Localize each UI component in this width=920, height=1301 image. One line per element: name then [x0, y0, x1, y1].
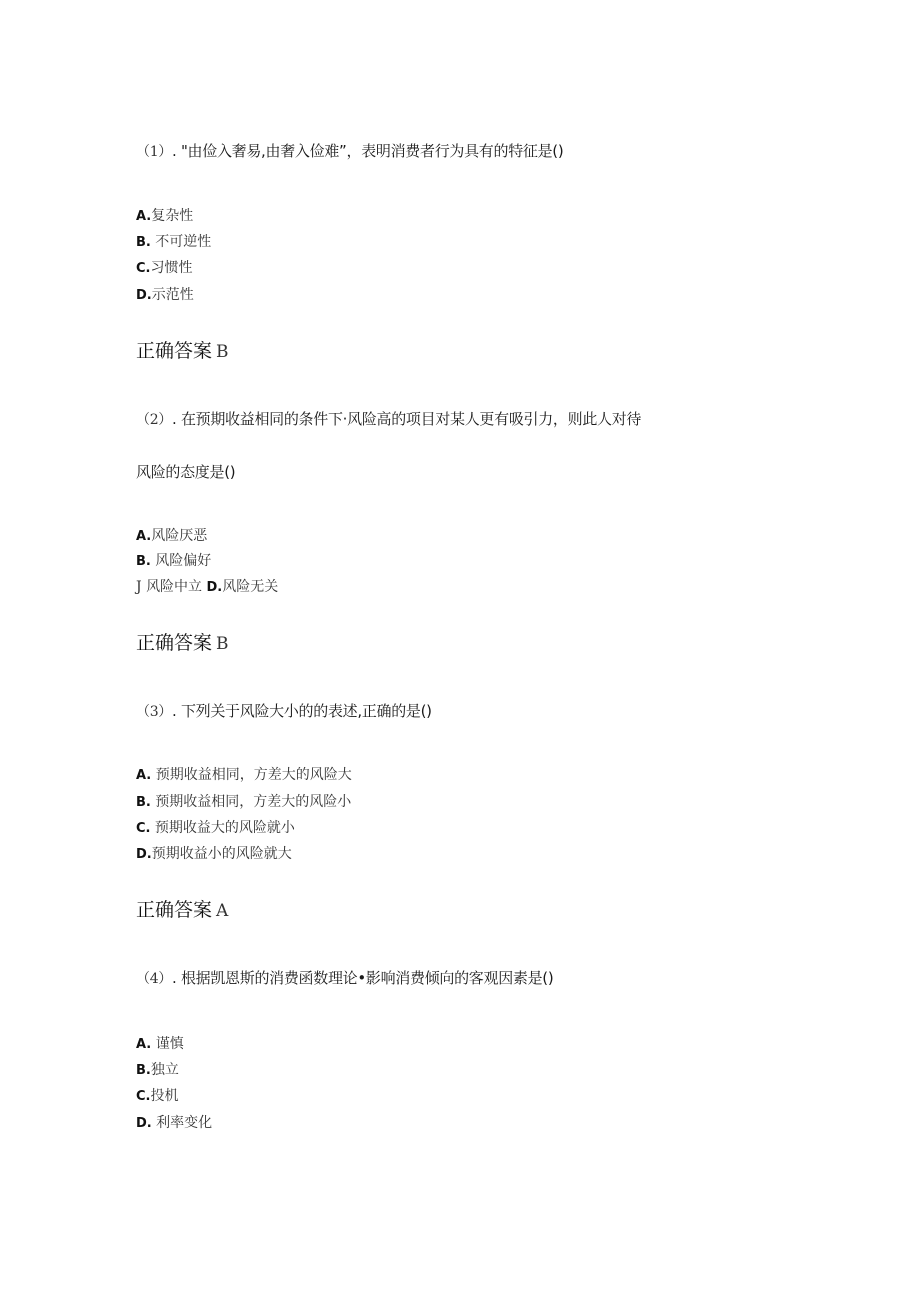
- question-1-option-b: B. 不可逆性: [136, 234, 212, 250]
- question-3-option-b: B. 预期收益相同，方差大的风险小: [136, 794, 352, 810]
- question-2-option-b: B. 风险偏好: [136, 553, 212, 569]
- question-1-text: . "由俭入奢易,由奢入俭难”，表明消费者行为具有的特征是(): [172, 142, 564, 160]
- question-2-number: （2）: [136, 412, 173, 428]
- answer-value: A: [216, 901, 229, 921]
- question-2-stem: [136, 412, 641, 427]
- question-1-answer: [136, 342, 229, 361]
- question-4-number: （4）: [136, 971, 173, 987]
- question-1-option-c: C.习惯性: [136, 260, 193, 276]
- question-4-option-d: D. 利率变化: [136, 1115, 213, 1131]
- answer-label: 正确答案: [136, 340, 213, 362]
- answer-value: B: [216, 342, 229, 362]
- question-4-option-c: C.投机: [136, 1088, 179, 1104]
- answer-label: 正确答案: [136, 632, 213, 654]
- question-4-stem: [136, 971, 553, 986]
- question-2-option-a: A.风险厌恶: [136, 528, 208, 544]
- question-2-option-cd: J 风险中立 D.风险无关: [136, 579, 279, 595]
- question-4-option-a: A. 谨慎: [136, 1036, 184, 1052]
- question-4-text: . 根据凯恩斯的消费函数理论•影响消费倾向的客观因素是(): [172, 969, 554, 987]
- question-4-option-b: B.独立: [136, 1062, 179, 1078]
- question-1-option-d: D.示范性: [136, 287, 194, 303]
- question-1-option-a: A.复杂性: [136, 208, 194, 224]
- question-2-answer: [136, 634, 229, 653]
- answer-label: 正确答案: [136, 899, 213, 921]
- answer-value: B: [216, 634, 229, 654]
- question-3-stem: [136, 704, 432, 719]
- question-3-answer: [136, 901, 228, 920]
- question-2-text: . 在预期收益相同的条件下·风险高的项目对某人更有吸引力，则此人对待: [172, 410, 642, 428]
- question-2-stem-continued: 风险的态度是(): [136, 463, 236, 481]
- question-3-text: . 下列关于风险大小的的表述,正确的是(): [172, 702, 432, 720]
- question-3-option-a: A. 预期收益相同，方差大的风险大: [136, 767, 352, 783]
- question-3-option-d: D.预期收益小的风险就大: [136, 846, 292, 862]
- question-3-number: （3）: [136, 704, 173, 720]
- question-1-stem: [136, 144, 563, 159]
- question-1-number: （1）: [136, 144, 173, 160]
- question-3-option-c: C. 预期收益大的风险就小: [136, 820, 295, 836]
